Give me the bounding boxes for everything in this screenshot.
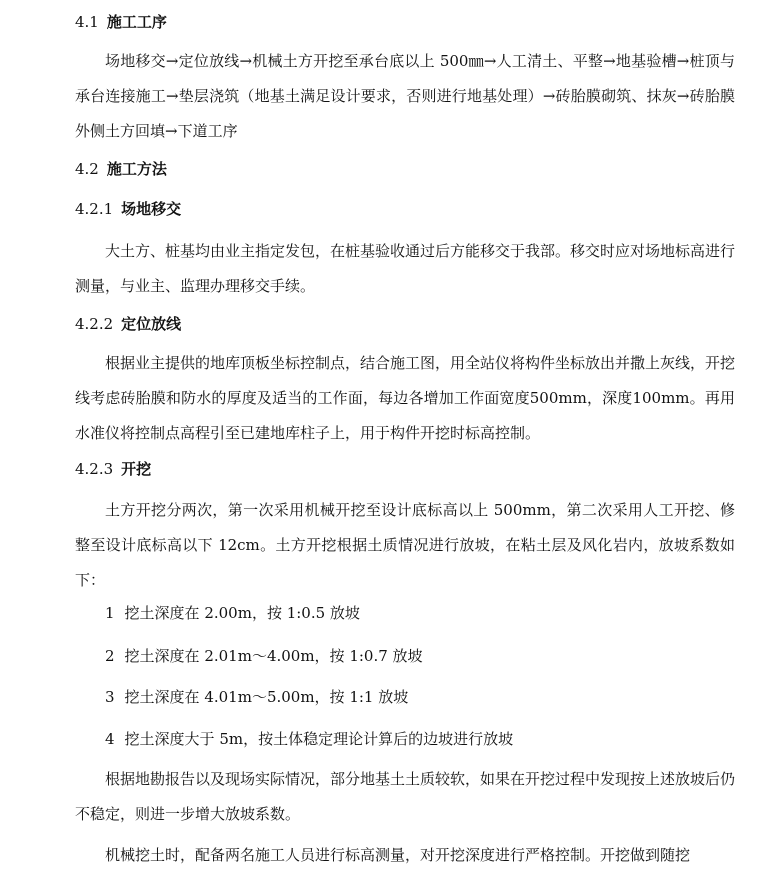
paragraph-machine-excavation: 机械挖土时，配备两名施工人员进行标高测量，对开挖深度进行严格控制。开挖做到随挖 <box>105 846 691 864</box>
paragraph-positioning: 根据业主提供的地库顶板坐标控制点，结合施工图，用全站仪将构件坐标放出并撒上灰线，开挖线考虑砖胎膜和防水的厚度及适当的工作面，每边各增加工作面宽度500mm，深度100mm。再用水准仪将控制点高程引至已建地库柱子上，用于构件开挖时标高控制。 <box>75 354 736 442</box>
paragraph-excavation: 土方开挖分两次，第一次采用机械开挖至设计底标高以上 500mm，第二次采用人工开挖、修整至设计底标高以下 12cm。土方开挖根据土质情况进行放坡，在粘土层及风化岩内，放坡系数如下： <box>75 501 735 589</box>
heading-4-2-2: 4.2.2 定位放线 <box>75 315 182 333</box>
paragraph-site-handover: 大土方、桩基均由业主指定发包，在桩基验收通过后方能移交于我部。移交时应对场地标高进行测量，与业主、监理办理移交手续。 <box>75 242 736 295</box>
heading-4-2: 4.2 施工方法 <box>75 160 167 178</box>
heading-4-2-3: 4.2.3 开挖 <box>75 460 152 478</box>
paragraph-construction-sequence: 场地移交→定位放线→机械土方开挖至承台底以上 500㎜→人工清土、平整→地基验槽→桩顶与承台连接施工→垫层浇筑（地基土满足设计要求，否则进行地基处理）→砖胎膜砌筑、抹灰→砖胎膜外侧土方回填→下道工序 <box>75 52 735 140</box>
list-item: 3 挖土深度在 4.01m～5.00m，按 1:1 放坡 <box>105 688 409 706</box>
list-item: 4 挖土深度大于 5m，按土体稳定理论计算后的边坡进行放坡 <box>105 730 514 748</box>
heading-4-1: 4.1 施工工序 <box>75 13 167 31</box>
list-item: 2 挖土深度在 2.01m～4.00m，按 1:0.7 放坡 <box>105 647 423 665</box>
list-item: 1 挖土深度在 2.00m，按 1:0.5 放坡 <box>105 604 360 622</box>
heading-4-2-1: 4.2.1 场地移交 <box>75 200 182 218</box>
paragraph-slope-adjustment: 根据地勘报告以及现场实际情况，部分地基土土质较软，如果在开挖过程中发现按上述放坡后仍不稳定，则进一步增大放坡系数。 <box>75 770 736 823</box>
